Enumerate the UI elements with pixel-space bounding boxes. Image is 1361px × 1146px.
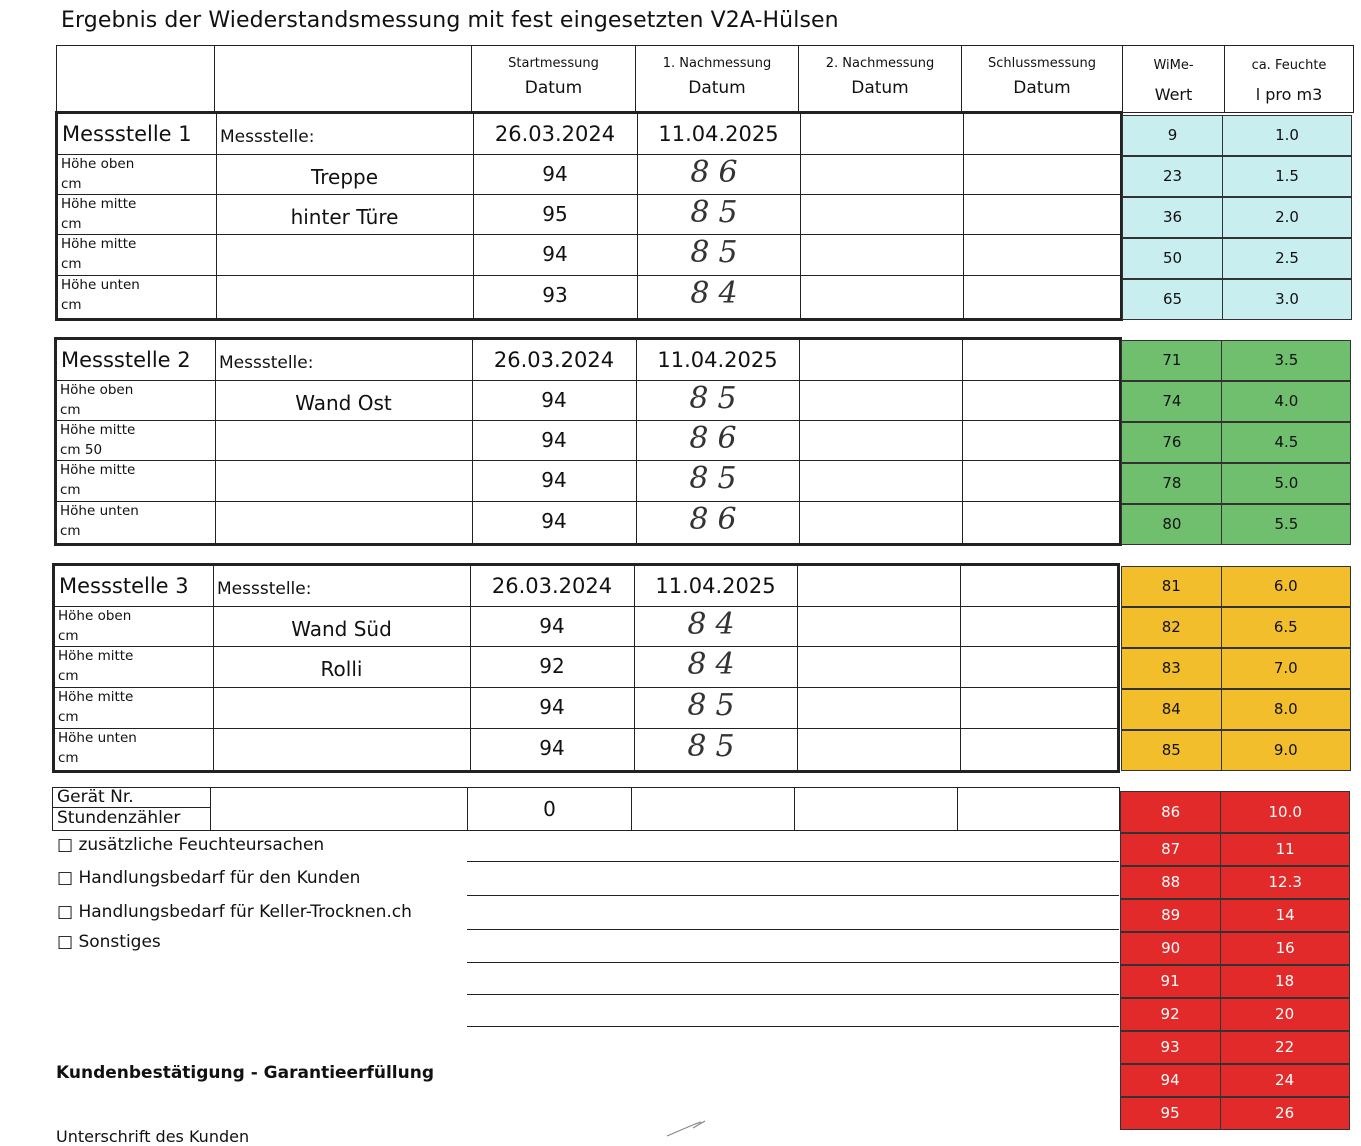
wime-value-cell: 84 [1121, 689, 1222, 730]
wime-value-cell: 76 [1121, 422, 1222, 463]
location-text [215, 501, 472, 512]
row-label-cell [58, 154, 217, 195]
row-label-cell [55, 687, 214, 729]
wime-value-cell: 81 [1121, 566, 1222, 607]
header-feuchte [1224, 45, 1354, 113]
wime-value-cell: 82 [1121, 607, 1222, 648]
start-value-cell [470, 606, 635, 647]
wime-value-cell: 78 [1121, 463, 1222, 504]
messstelle-sub-label: Messstelle: [220, 127, 315, 147]
nachmessung-1-handwritten-value: 85 [687, 729, 744, 764]
wime-value-cell: 65 [1122, 279, 1223, 320]
nachmessung-2-date-cell [799, 340, 963, 381]
location-cell [216, 234, 474, 276]
wime-value-cell: 86 [1120, 791, 1221, 833]
nachmessung-2-value-cell [799, 460, 963, 502]
start-value: 94 [541, 388, 567, 412]
messstelle-label-cell [58, 114, 217, 155]
nachmessung-1-value-cell [634, 728, 798, 770]
nachmessung-1-handwritten-value: 86 [689, 421, 746, 456]
row-label: Höhe mitte [60, 462, 136, 478]
row-unit: cm [58, 709, 79, 725]
device-label-cell [52, 787, 211, 831]
moisture-value-cell: 2.5 [1222, 238, 1352, 279]
schlussmessung-value-cell [960, 646, 1120, 688]
header-sublabel: Datum [688, 78, 746, 98]
header-wime-wert [1122, 45, 1225, 113]
header-label: Schlussmessung [988, 56, 1096, 71]
location-cell [213, 728, 471, 770]
start-value: 94 [539, 614, 565, 638]
nachmessung-1-date-cell [637, 114, 801, 155]
location-cell [215, 460, 473, 502]
device-number-field[interactable] [210, 787, 468, 831]
customer-confirmation-heading: Kundenbestätigung - Garantieerfüllung [56, 1063, 434, 1083]
row-label-cell [57, 420, 216, 461]
location-text [215, 460, 472, 471]
messstelle-label-cell [55, 566, 214, 607]
location-cell [213, 687, 471, 729]
nachmessung-2-value-cell [799, 380, 963, 421]
nachmessung-1-value-cell [637, 154, 801, 195]
moisture-value-cell: 4.0 [1221, 381, 1351, 422]
moisture-value-cell: 5.0 [1221, 463, 1351, 504]
moisture-value-cell: 11 [1220, 833, 1350, 866]
nachmessung-2-date-cell [800, 114, 964, 155]
start-date: 26.03.2024 [491, 574, 613, 598]
row-label-cell [58, 194, 217, 235]
wime-value-cell: 50 [1122, 238, 1223, 279]
moisture-value-cell: 24 [1220, 1064, 1350, 1097]
nachmessung-1-value-cell [636, 420, 800, 461]
note-line[interactable] [467, 994, 1119, 995]
row-label-cell [57, 380, 216, 421]
nachmessung-1-handwritten-value: 84 [690, 276, 747, 311]
header-nachmessung-2 [798, 45, 962, 113]
location-cell [216, 275, 474, 318]
nachmessung-1-handwritten-value: 85 [689, 461, 746, 496]
nachmessung-1-value-cell [637, 194, 801, 235]
wime-value-cell: 91 [1120, 965, 1221, 998]
nachmessung-2-value-cell [799, 420, 963, 461]
nachmessung-2-value-cell [800, 194, 964, 235]
nachmessung-1-handwritten-value: 85 [690, 195, 747, 230]
start-value-cell [470, 687, 635, 729]
page-title: Ergebnis der Wiederstandsmessung mit fest eingesetzten V2A-Hülsen [61, 8, 839, 33]
header-schlussmessung [961, 45, 1123, 113]
moisture-value-cell: 1.0 [1222, 115, 1352, 156]
nachmessung-1-value-cell [634, 606, 798, 647]
nachmessung-1-handwritten-value: 84 [687, 647, 744, 682]
wime-value-cell: 23 [1122, 156, 1223, 197]
location-text [213, 687, 470, 698]
wime-value-cell: 90 [1120, 932, 1221, 965]
row-label-cell [55, 646, 214, 688]
wime-value-cell: 71 [1121, 340, 1222, 381]
schlussmessung-date-cell [960, 566, 1120, 607]
wime-value-cell: 83 [1121, 648, 1222, 689]
schlussmessung-value-cell [962, 501, 1122, 543]
header-label: 2. Nachmessung [825, 56, 935, 71]
schlussmessung-value-cell [960, 687, 1120, 729]
row-label: Höhe mitte [58, 689, 134, 705]
nachmessung-1-date: 11.04.2025 [657, 348, 778, 372]
header-sublabel: Datum [524, 78, 583, 98]
start-value-cell [473, 154, 638, 195]
wime-value-cell: 87 [1120, 833, 1221, 866]
row-label: Höhe mitte [61, 196, 137, 212]
moisture-value-cell: 9.0 [1221, 730, 1351, 771]
row-unit: cm [60, 482, 81, 498]
location-text: Rolli [320, 657, 363, 681]
start-value-cell [472, 420, 637, 461]
location-text: Treppe [310, 165, 379, 189]
nachmessung-1-value-cell [636, 501, 800, 543]
row-label: Höhe oben [61, 156, 135, 172]
wime-value-cell: 89 [1120, 899, 1221, 932]
wime-value-cell: 93 [1120, 1031, 1221, 1064]
row-unit: cm [58, 750, 79, 766]
hour-counter-value: 0 [543, 797, 556, 821]
moisture-value-cell: 7.0 [1221, 648, 1351, 689]
messstelle-name: Messstelle 3 [59, 574, 189, 598]
hour-counter-final-cell [957, 787, 1120, 831]
nachmessung-2-value-cell [800, 275, 964, 318]
start-value-cell [472, 460, 637, 502]
moisture-value-cell: 3.5 [1221, 340, 1351, 381]
start-date-cell [470, 566, 635, 607]
row-label: Höhe mitte [61, 236, 137, 252]
nachmessung-1-handwritten-value: 84 [687, 607, 744, 642]
moisture-value-cell: 6.5 [1221, 607, 1351, 648]
start-date: 26.03.2024 [493, 348, 615, 372]
row-label-cell [55, 728, 214, 770]
start-value-cell [470, 728, 635, 770]
device-row [52, 787, 1120, 831]
header-blank-2 [214, 45, 472, 113]
row-label: Höhe mitte [60, 422, 136, 438]
note-line[interactable] [467, 929, 1119, 930]
start-value-cell [472, 380, 637, 421]
schlussmessung-value-cell [962, 420, 1122, 461]
start-value-cell [473, 234, 638, 276]
wime-value-cell: 95 [1120, 1097, 1221, 1130]
hour-counter-n2-cell [794, 787, 958, 831]
messstelle-name: Messstelle 1 [62, 122, 192, 146]
messstelle-name: Messstelle 2 [61, 348, 191, 372]
nachmessung-1-date-cell [636, 340, 800, 381]
start-value: 92 [539, 654, 565, 678]
location-cell [216, 154, 474, 195]
signature-stroke [665, 1120, 709, 1137]
nachmessung-1-value-cell [636, 460, 800, 502]
header-nachmessung-1 [635, 45, 799, 113]
nachmessung-1-handwritten-value: 85 [687, 688, 744, 723]
nachmessung-1-date: 11.04.2025 [655, 574, 776, 598]
row-unit: cm 50 [60, 442, 103, 458]
schlussmessung-date-cell [962, 340, 1122, 381]
row-unit: cm [60, 523, 81, 539]
location-cell [215, 380, 473, 421]
start-value: 94 [539, 695, 565, 719]
header-label: 1. Nachmessung [662, 56, 772, 71]
moisture-value-cell: 8.0 [1221, 689, 1351, 730]
messstelle-sub-cell [215, 340, 473, 381]
nachmessung-1-handwritten-value: 85 [690, 235, 747, 270]
start-value: 94 [541, 468, 567, 492]
location-text [215, 420, 472, 431]
messstelle-1-block [55, 111, 1123, 321]
nachmessung-2-value-cell [797, 606, 961, 647]
nachmessung-1-date-cell [634, 566, 798, 607]
nachmessung-1-value-cell [637, 275, 801, 318]
nachmessung-2-date-cell [797, 566, 961, 607]
messstelle-label-cell [57, 340, 216, 381]
start-value: 94 [542, 162, 568, 186]
start-value: 93 [542, 283, 568, 307]
header-sublabel: Datum [1013, 78, 1071, 98]
header-label: ca. Feuchte [1251, 58, 1327, 73]
nachmessung-1-value-cell [634, 646, 798, 688]
row-label-cell [55, 606, 214, 647]
row-unit: cm [61, 176, 82, 192]
moisture-value-cell: 12.3 [1220, 866, 1350, 899]
nachmessung-2-value-cell [799, 501, 963, 543]
moisture-value-cell: 18 [1220, 965, 1350, 998]
row-label: Höhe oben [58, 608, 132, 624]
wime-value-cell: 80 [1121, 504, 1222, 545]
row-label: Höhe unten [61, 277, 140, 293]
header-startmessung [471, 45, 636, 113]
moisture-value-cell: 6.0 [1221, 566, 1351, 607]
location-text [216, 275, 473, 286]
wime-value-cell: 85 [1121, 730, 1222, 771]
moisture-value-cell: 26 [1220, 1097, 1350, 1130]
row-unit: cm [58, 628, 79, 644]
moisture-value-cell: 22 [1220, 1031, 1350, 1064]
moisture-value-cell: 5.5 [1221, 504, 1351, 545]
start-date-cell [473, 114, 638, 155]
location-text: hinter Türe [290, 205, 399, 229]
header-sublabel: l pro m3 [1255, 85, 1323, 104]
schlussmessung-value-cell [963, 194, 1123, 235]
note-line[interactable] [467, 861, 1119, 862]
start-value-cell [473, 194, 638, 235]
checklist-item-feuchteursachen[interactable]: □ zusätzliche Feuchteursachen [57, 835, 325, 855]
schlussmessung-value-cell [963, 275, 1123, 318]
nachmessung-1-handwritten-value: 86 [690, 155, 747, 190]
location-text: Wand Ost [295, 391, 392, 415]
wime-value-cell: 92 [1120, 998, 1221, 1031]
row-label-cell [58, 275, 217, 318]
wime-value-cell: 88 [1120, 866, 1221, 899]
start-date-cell [472, 340, 637, 381]
messstelle-2-block [54, 337, 1122, 546]
nachmessung-2-value-cell [797, 687, 961, 729]
start-value: 94 [542, 242, 568, 266]
location-text: Wand Süd [291, 617, 392, 641]
schlussmessung-value-cell [960, 728, 1120, 770]
note-line[interactable] [467, 1026, 1119, 1027]
location-cell [215, 420, 473, 461]
header-label: WiMe- [1153, 58, 1194, 73]
row-unit: cm [61, 256, 82, 272]
moisture-value-cell: 1.5 [1222, 156, 1352, 197]
moisture-value-cell: 3.0 [1222, 279, 1352, 320]
nachmessung-2-value-cell [797, 646, 961, 688]
location-cell [213, 606, 471, 647]
row-label-cell [58, 234, 217, 276]
row-label: Höhe oben [60, 382, 134, 398]
header-label: Startmessung [508, 56, 599, 71]
wime-value-cell: 74 [1121, 381, 1222, 422]
location-text [216, 234, 473, 245]
checklist-item-handlungsbedarf-kunde[interactable]: □ Handlungsbedarf für den Kunden [57, 868, 361, 888]
location-text [213, 728, 470, 739]
row-unit: cm [61, 216, 82, 232]
wime-value-cell: 94 [1120, 1064, 1221, 1097]
wime-value-cell: 9 [1122, 115, 1223, 156]
messstelle-sub-label: Messstelle: [219, 353, 314, 373]
row-label: Höhe unten [58, 730, 137, 746]
schlussmessung-value-cell [963, 154, 1123, 195]
messstelle-sub-label: Messstelle: [217, 579, 312, 599]
row-label-cell [57, 501, 216, 543]
moisture-value-cell: 16 [1220, 932, 1350, 965]
nachmessung-2-value-cell [800, 154, 964, 195]
start-value: 95 [542, 202, 568, 226]
start-value-cell [470, 646, 635, 688]
messstelle-sub-cell [216, 114, 474, 155]
customer-signature-label: Unterschrift des Kunden [56, 1127, 250, 1146]
device-number-label: Gerät Nr. [53, 788, 210, 808]
start-value-cell [472, 501, 637, 543]
moisture-value-cell: 20 [1220, 998, 1350, 1031]
row-unit: cm [60, 402, 81, 418]
moisture-value-cell: 10.0 [1220, 791, 1350, 833]
nachmessung-2-value-cell [800, 234, 964, 276]
moisture-value-cell: 14 [1220, 899, 1350, 932]
hour-counter-n1-cell [631, 787, 795, 831]
note-line[interactable] [467, 895, 1119, 896]
schlussmessung-value-cell [962, 380, 1122, 421]
messstelle-3-block [52, 563, 1120, 773]
row-label: Höhe mitte [58, 648, 134, 664]
start-date: 26.03.2024 [494, 122, 616, 146]
hour-counter-start-cell [467, 787, 632, 831]
location-cell [216, 194, 474, 235]
nachmessung-1-value-cell [637, 234, 801, 276]
moisture-value-cell: 2.0 [1222, 197, 1352, 238]
start-value: 94 [541, 428, 567, 452]
location-cell [213, 646, 471, 688]
note-line[interactable] [467, 962, 1119, 963]
nachmessung-1-date: 11.04.2025 [658, 122, 779, 146]
row-label-cell [57, 460, 216, 502]
schlussmessung-value-cell [963, 234, 1123, 276]
header-blank-1 [56, 45, 215, 113]
wime-value-cell: 36 [1122, 197, 1223, 238]
nachmessung-1-value-cell [634, 687, 798, 729]
header-sublabel: Datum [851, 78, 909, 98]
checklist-item-sonstiges[interactable]: □ Sonstiges [57, 932, 161, 952]
moisture-value-cell: 4.5 [1221, 422, 1351, 463]
nachmessung-1-handwritten-value: 86 [689, 502, 746, 537]
schlussmessung-date-cell [963, 114, 1123, 155]
schlussmessung-value-cell [960, 606, 1120, 647]
start-value: 94 [539, 736, 565, 760]
nachmessung-2-value-cell [797, 728, 961, 770]
location-cell [215, 501, 473, 543]
row-unit: cm [61, 297, 82, 313]
row-unit: cm [58, 668, 79, 684]
row-label: Höhe unten [60, 503, 139, 519]
hour-counter-label: Stundenzähler [57, 808, 181, 828]
nachmessung-1-handwritten-value: 85 [689, 381, 746, 416]
messstelle-sub-cell [213, 566, 471, 607]
nachmessung-1-value-cell [636, 380, 800, 421]
checklist-item-handlungsbedarf-firma[interactable]: □ Handlungsbedarf für Keller-Trocknen.ch [57, 902, 412, 922]
schlussmessung-value-cell [962, 460, 1122, 502]
header-sublabel: Wert [1154, 85, 1193, 104]
start-value-cell [473, 275, 638, 318]
start-value: 94 [541, 509, 567, 533]
